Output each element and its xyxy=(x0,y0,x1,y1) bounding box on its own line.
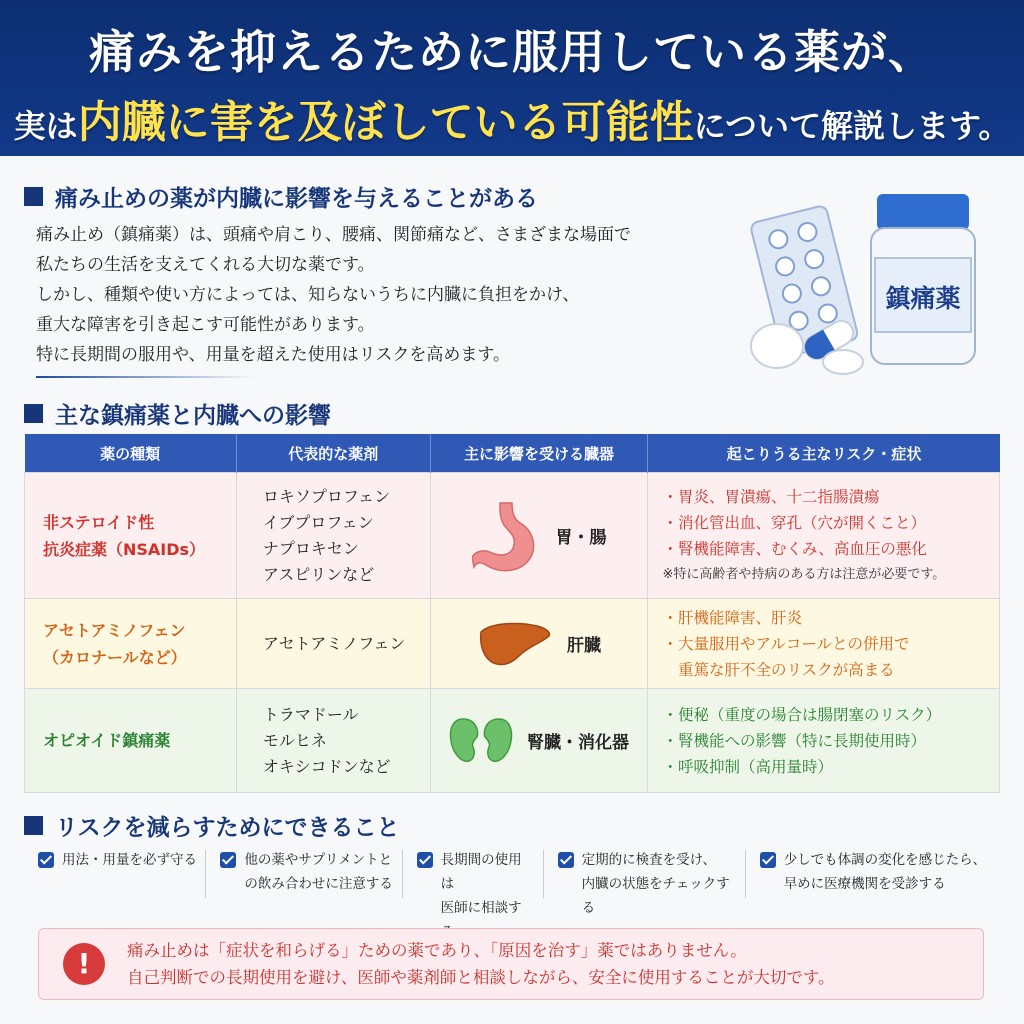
tip-text: 長期間の使用は xyxy=(440,852,522,892)
kidney-icon xyxy=(449,715,513,767)
tip-item xyxy=(403,848,543,916)
section-marker-icon xyxy=(24,404,43,423)
section1-title-text: 痛み止めの薬が内臓に影響を与えることがある xyxy=(55,186,538,212)
tip-text: の飲み合わせに注意する xyxy=(244,876,393,892)
drug-name: アセトアミノフェン xyxy=(262,633,406,653)
risk-item: ・肝機能障害、肝炎 xyxy=(662,608,802,627)
drug-type-cell xyxy=(25,599,237,689)
warning-line: 痛み止めは「症状を和らげる」ための薬であり、「原因を治す」薬ではありません。 xyxy=(127,941,747,960)
drug-type-text: （カロナールなど） xyxy=(43,647,187,667)
organ-cell xyxy=(430,473,648,599)
header-title-line1: 痛みを抑えるために服用している薬が、 xyxy=(89,25,935,79)
risk-item: ・胃炎、胃潰瘍、十二指腸潰瘍 xyxy=(662,487,880,506)
risk-cell xyxy=(648,473,1000,599)
medicine-bottle-icon xyxy=(871,194,975,364)
tip-text: 早めに医療機関を受診する xyxy=(783,876,946,892)
risk-item: ・呼吸抑制（高用量時） xyxy=(662,757,833,776)
drug-name: トラマドール xyxy=(262,704,359,724)
stomach-icon xyxy=(472,499,542,573)
checkbox-icon xyxy=(38,852,54,868)
risk-item: ・消化管出血、穿孔（穴が開くこと） xyxy=(662,513,926,532)
tip-item xyxy=(746,848,1000,900)
table-row xyxy=(25,599,1000,689)
header-highlight: 内臓に害を及ぼしている可能性 xyxy=(77,97,694,148)
drug-type-cell xyxy=(25,689,237,793)
drug-type-text: オピオイド鎮痛薬 xyxy=(43,731,171,750)
tip-text: 内臓の状態をチェックする xyxy=(581,876,730,916)
table-row xyxy=(25,473,1000,599)
section2-title xyxy=(24,397,331,430)
header-banner xyxy=(0,0,1024,156)
warning-box xyxy=(38,928,984,1000)
tip-text: 定期的に検査を受け、 xyxy=(581,852,717,868)
section2-title-text: 主な鎮痛薬と内臓への影響 xyxy=(55,403,331,429)
medicine-illustration xyxy=(745,190,985,380)
intro-line: 重大な障害を引き起こす可能性があります。 xyxy=(36,315,375,335)
checkbox-icon xyxy=(417,852,433,868)
header-title-line2 xyxy=(0,86,1024,150)
table-header: 代表的な薬剤 xyxy=(236,434,430,473)
intro-line: 私たちの生活を支えてくれる大切な薬です。 xyxy=(36,255,375,275)
organ-name: 胃・腸 xyxy=(555,528,607,548)
tip-text: 少しでも体調の変化を感じたら、 xyxy=(783,852,987,868)
section3-title xyxy=(24,809,400,842)
tip-text: 他の薬やサプリメントと xyxy=(244,852,393,868)
exclamation-icon: ! xyxy=(63,943,105,985)
drug-type-cell xyxy=(25,473,237,599)
checkbox-icon xyxy=(558,852,574,868)
drug-name: イブプロフェン xyxy=(262,512,374,532)
checkbox-icon xyxy=(760,852,776,868)
section1-title xyxy=(24,180,538,213)
drug-name: オキシコドンなど xyxy=(262,756,391,776)
risk-item: ・大量服用やアルコールとの併用で xyxy=(662,634,910,653)
drug-type-text: 抗炎症薬（NSAIDs） xyxy=(43,539,206,559)
drug-type-text: 非ステロイド性 xyxy=(43,512,155,532)
divider xyxy=(36,376,256,378)
table-header: 起こりうる主なリスク・症状 xyxy=(648,434,1000,473)
risk-item: ・便秘（重度の場合は腸閉塞のリスク） xyxy=(662,705,942,724)
checkbox-icon xyxy=(220,852,236,868)
drug-names-cell xyxy=(236,689,430,793)
risk-cell xyxy=(648,599,1000,689)
table-header: 薬の種類 xyxy=(25,434,237,473)
tip-text: 医師に相談す xyxy=(440,900,522,916)
risk-cell xyxy=(648,689,1000,793)
risk-note: ※特に高齢者や持病のある方は注意が必要です。 xyxy=(662,566,946,582)
intro-line: しかし、種類や使い方によっては、知らないうちに内臓に負担をかけ、 xyxy=(36,285,580,305)
table-row xyxy=(25,689,1000,793)
drug-name: ロキソプロフェン xyxy=(262,486,391,506)
warning-line: 自己判断での長期使用を避け、医師や薬剤師と相談しながら、安全に使用することが大切です。 xyxy=(127,968,835,987)
table-header: 主に影響を受ける臓器 xyxy=(430,434,648,473)
table-header-row xyxy=(25,434,1000,473)
intro-line: 痛み止め（鎮痛薬）は、頭痛や肩こり、腰痛、関節痛など、さまざまな場面で xyxy=(36,225,631,245)
organ-name: 肝臓 xyxy=(567,636,602,656)
section-marker-icon xyxy=(24,816,43,835)
intro-paragraph xyxy=(36,220,736,370)
drug-type-text: アセトアミノフェン xyxy=(43,620,186,640)
drug-names-cell xyxy=(236,599,430,689)
bottle-label: 鎮痛薬 xyxy=(885,284,961,313)
organ-cell xyxy=(430,689,648,793)
organ-cell xyxy=(430,599,648,689)
warning-text xyxy=(127,937,835,991)
drug-name: ナプロキセン xyxy=(262,538,359,558)
tip-item xyxy=(24,848,205,900)
section-marker-icon xyxy=(24,187,43,206)
header-pre: 実は xyxy=(13,107,78,145)
drug-name: アスピリンなど xyxy=(262,564,375,584)
tip-item xyxy=(206,848,401,900)
tip-text: 用法・用量を必ず守る xyxy=(62,852,197,868)
intro-line: 特に長期間の服用や、用量を超えた使用はリスクを高めます。 xyxy=(36,345,510,365)
painkiller-table xyxy=(24,434,1000,793)
drug-name: モルヒネ xyxy=(262,730,327,750)
tips-list xyxy=(24,848,1000,916)
section3-title-text: リスクを減らすためにできること xyxy=(55,815,400,841)
liver-icon xyxy=(477,620,553,668)
risk-item: 重篤な肝不全のリスクが高まる xyxy=(662,660,895,679)
organ-name: 腎臓・消化器 xyxy=(527,733,630,753)
header-post: について解説します。 xyxy=(693,107,1011,145)
risk-item: ・腎機能障害、むくみ、高血圧の悪化 xyxy=(662,539,927,558)
tip-item xyxy=(544,848,745,916)
drug-names-cell xyxy=(236,473,430,599)
risk-item: ・腎機能への影響（特に長期使用時） xyxy=(662,731,926,750)
